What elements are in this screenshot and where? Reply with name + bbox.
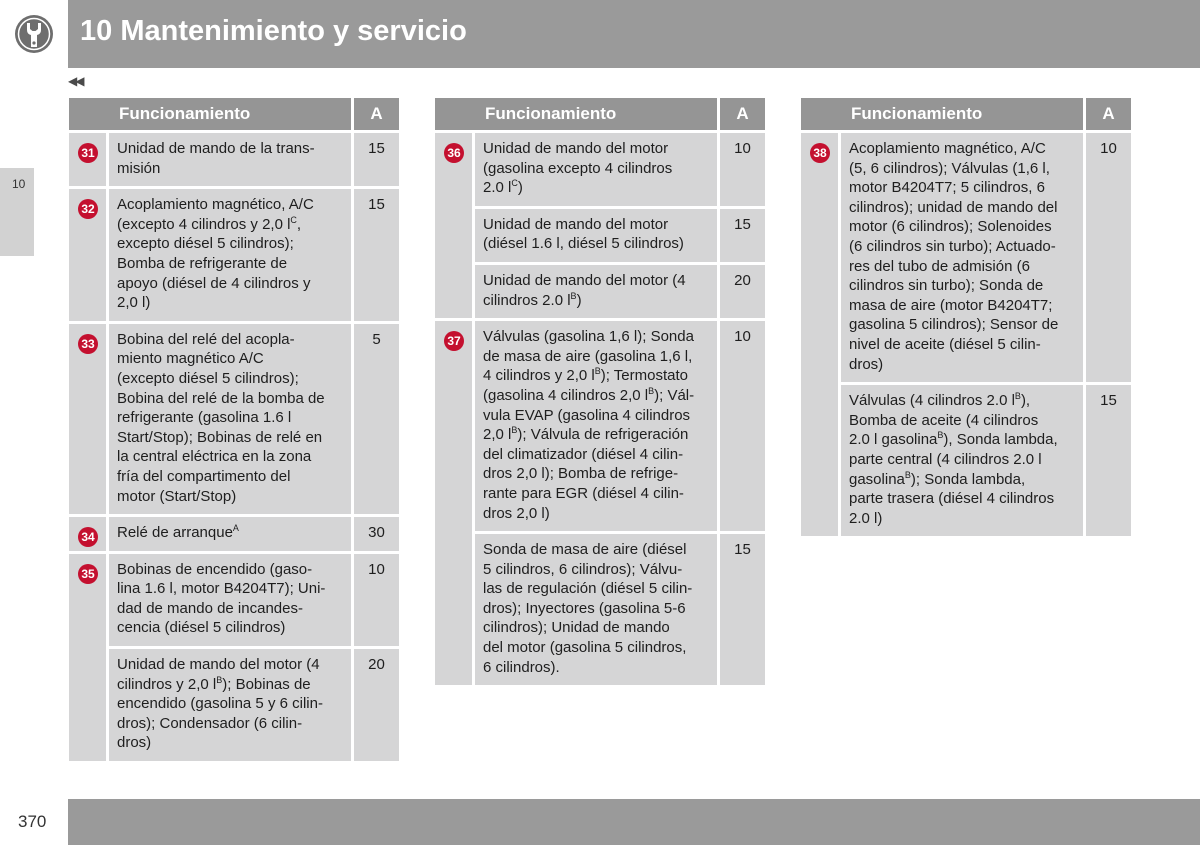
text-part: ), Bomba de aceite (4 cilindros 2.0 l gasolina [849, 392, 1039, 449]
footnote-ref: C [511, 178, 518, 189]
amp-cell: 15 [354, 189, 399, 321]
maintenance-logo [0, 0, 68, 68]
back-arrows-icon[interactable]: ◀◀ [68, 74, 83, 88]
fuse-table-2 [435, 95, 765, 688]
text-part: ); Vál- vula EVAP (gasolina 4 cilindros 2,0 l [483, 386, 695, 444]
amp-cell: 10 [720, 133, 765, 206]
header-amp: A [354, 98, 399, 130]
header-number-cell [435, 98, 475, 130]
text-part: Válvulas (gasolina 1,6 l); Sonda de masa de aire (gasolina 1,6 l, 4 cilindros y 2,0 l [483, 328, 694, 385]
text-part: Relé de arranque [117, 524, 233, 542]
page-number-box [0, 799, 68, 845]
header-number-cell [801, 98, 841, 130]
table-row [69, 649, 399, 761]
fuse-number-cell [69, 189, 109, 321]
fuse-number-badge: 35 [78, 564, 98, 584]
footnote-ref: B [648, 385, 655, 396]
text-part: Unidad de mando del motor (gasolina excepto 4 cilindros 2.0 l [483, 140, 673, 197]
fuse-number-badge: 38 [810, 143, 830, 163]
header-number-cell [69, 98, 109, 130]
fuse-number-cell [801, 133, 841, 536]
footnote-ref: B [216, 674, 223, 685]
chapter-title: 10 Mantenimiento y servicio [80, 15, 467, 47]
fuse-table-1 [69, 95, 399, 764]
table-row [69, 517, 399, 551]
function-cell: Bobina del relé del acopla- miento magnético A/C (excepto diésel 5 cilindros); Bobina del relé de la bomba de refrigerante (gasolina 1.6 l Start/Stop); Bobinas de relé en la central eléctrica en la zona fría del compartimento del motor (Start/Stop) [109, 324, 354, 514]
text-part: Acoplamiento magnético, A/C (excepto 4 cilindros y 2,0 l [117, 196, 314, 233]
text-part: ); Válvula de refrigeración del climatizador (diésel 4 cilin- dros 2,0 l); Bomba de refrige- rante para EGR (diésel 4 cilin- dros 2,0 l) [483, 426, 689, 522]
text-part: ) [517, 179, 523, 197]
page-number: 370 [18, 812, 47, 831]
fuse-number-cell [69, 133, 109, 186]
footnote-ref: B [937, 430, 944, 441]
fuse-number-cell [69, 324, 109, 514]
table-row [69, 324, 399, 514]
header-function: Funcionamiento [475, 98, 720, 130]
fuse-number-badge: 31 [78, 143, 98, 163]
fuse-number-cell [435, 133, 475, 318]
footnote-ref: B [904, 469, 911, 480]
footnote-ref: A [232, 523, 239, 534]
fuse-number-badge: 37 [444, 331, 464, 351]
footnote-ref: B [1014, 391, 1021, 402]
table-header-row [801, 98, 1131, 130]
chapter-side-tab[interactable] [0, 168, 34, 256]
function-cell: Sonda de masa de aire (diésel 5 cilindros, 6 cilindros); Válvu- las de regulación (diésel 5 cilin- dros); Inyectores (gasolina 5-6 cilindros); Unidad de mando del motor (gasolina 5 cilindros, 6 cilindros). [475, 534, 720, 685]
amp-cell: 5 [354, 324, 399, 514]
wrench-icon [14, 14, 54, 54]
fuse-number-cell [435, 321, 475, 685]
table-header-row [69, 98, 399, 130]
function-cell [475, 133, 720, 206]
footnote-ref: B [570, 290, 577, 301]
function-cell [109, 649, 354, 761]
fuse-number-badge: 33 [78, 334, 98, 354]
header-amp: A [720, 98, 765, 130]
function-cell [109, 517, 354, 551]
footer-bar [68, 799, 1200, 845]
header-function: Funcionamiento [109, 98, 354, 130]
amp-cell: 10 [1086, 133, 1131, 382]
table-row [69, 554, 399, 646]
function-cell: Unidad de mando de la trans- misión [109, 133, 354, 186]
footnote-ref: B [594, 366, 601, 377]
function-cell: Bobinas de encendido (gaso- lina 1.6 l, motor B4204T7); Uni- dad de mando de incandes- cencia (diésel 5 cilindros) [109, 554, 354, 646]
table-row [801, 385, 1131, 536]
table-row [69, 133, 399, 186]
text-part: Válvulas (4 cilindros 2.0 l [849, 392, 1015, 410]
function-cell: Unidad de mando del motor (diésel 1.6 l, diésel 5 cilindros) [475, 209, 720, 262]
function-cell [109, 189, 354, 321]
fuse-number-badge: 36 [444, 143, 464, 163]
text-part: ); Termostato (gasolina 4 cilindros 2,0 l [483, 367, 688, 404]
text-part: ); Bobinas de encendido (gasolina 5 y 6 cilin- dros); Condensador (6 cilin- dros) [117, 675, 323, 752]
amp-cell: 30 [354, 517, 399, 551]
header-function: Funcionamiento [841, 98, 1086, 130]
table-header-row [435, 98, 765, 130]
text-part: , excepto diésel 5 cilindros); Bomba de refrigerante de apoyo (diésel de 4 cilindros y 2,0 l) [117, 215, 311, 312]
text-part: Unidad de mando del motor (4 cilindros 2.0 l [483, 271, 686, 309]
chapter-header [0, 0, 1200, 68]
fuse-table-3 [801, 95, 1131, 539]
table-row [435, 534, 765, 685]
amp-cell: 20 [720, 265, 765, 318]
function-cell: Acoplamiento magnético, A/C (5, 6 cilindros); Válvulas (1,6 l, motor B4204T7; 5 cilindros, 6 cilindros); unidad de mando del motor (6 cilindros); Solenoides (6 cilindros sin turbo); Actuado- res del tubo de admisión (6 cilindros sin turbo); Sonda de masa de aire (motor B4204T7; gasolina 5 cilindros); Sensor de nivel de aceite (diésel 5 cilin- dros) [841, 133, 1086, 382]
amp-cell: 15 [354, 133, 399, 186]
fuse-number-badge: 32 [78, 199, 98, 219]
text-part: ), Sonda lambda, parte central (4 cilindros 2.0 l gasolina [849, 431, 1058, 488]
text-part: ); Sonda lambda, parte trasera (diésel 4 cilindros 2.0 l) [849, 470, 1055, 527]
footnote-ref: B [511, 425, 518, 436]
table-row [435, 133, 765, 206]
table-row [69, 189, 399, 321]
amp-cell: 20 [354, 649, 399, 761]
fuse-number-cell [69, 517, 109, 551]
header-amp: A [1086, 98, 1131, 130]
table-row [435, 321, 765, 531]
table-row [801, 133, 1131, 382]
amp-cell: 10 [720, 321, 765, 531]
function-cell [475, 265, 720, 318]
amp-cell: 15 [720, 209, 765, 262]
text-part: Unidad de mando del motor (4 cilindros y 2,0 l [117, 656, 320, 693]
amp-cell: 15 [720, 534, 765, 685]
fuse-number-badge: 34 [78, 527, 98, 547]
fuse-number-cell [69, 554, 109, 761]
side-tab-label: 10 [12, 177, 26, 191]
amp-cell: 10 [354, 554, 399, 646]
table-row [435, 209, 765, 262]
footnote-ref: C [290, 214, 297, 225]
table-row [435, 265, 765, 318]
function-cell [841, 385, 1086, 536]
text-part: ) [576, 291, 582, 309]
amp-cell: 15 [1086, 385, 1131, 536]
function-cell [475, 321, 720, 531]
